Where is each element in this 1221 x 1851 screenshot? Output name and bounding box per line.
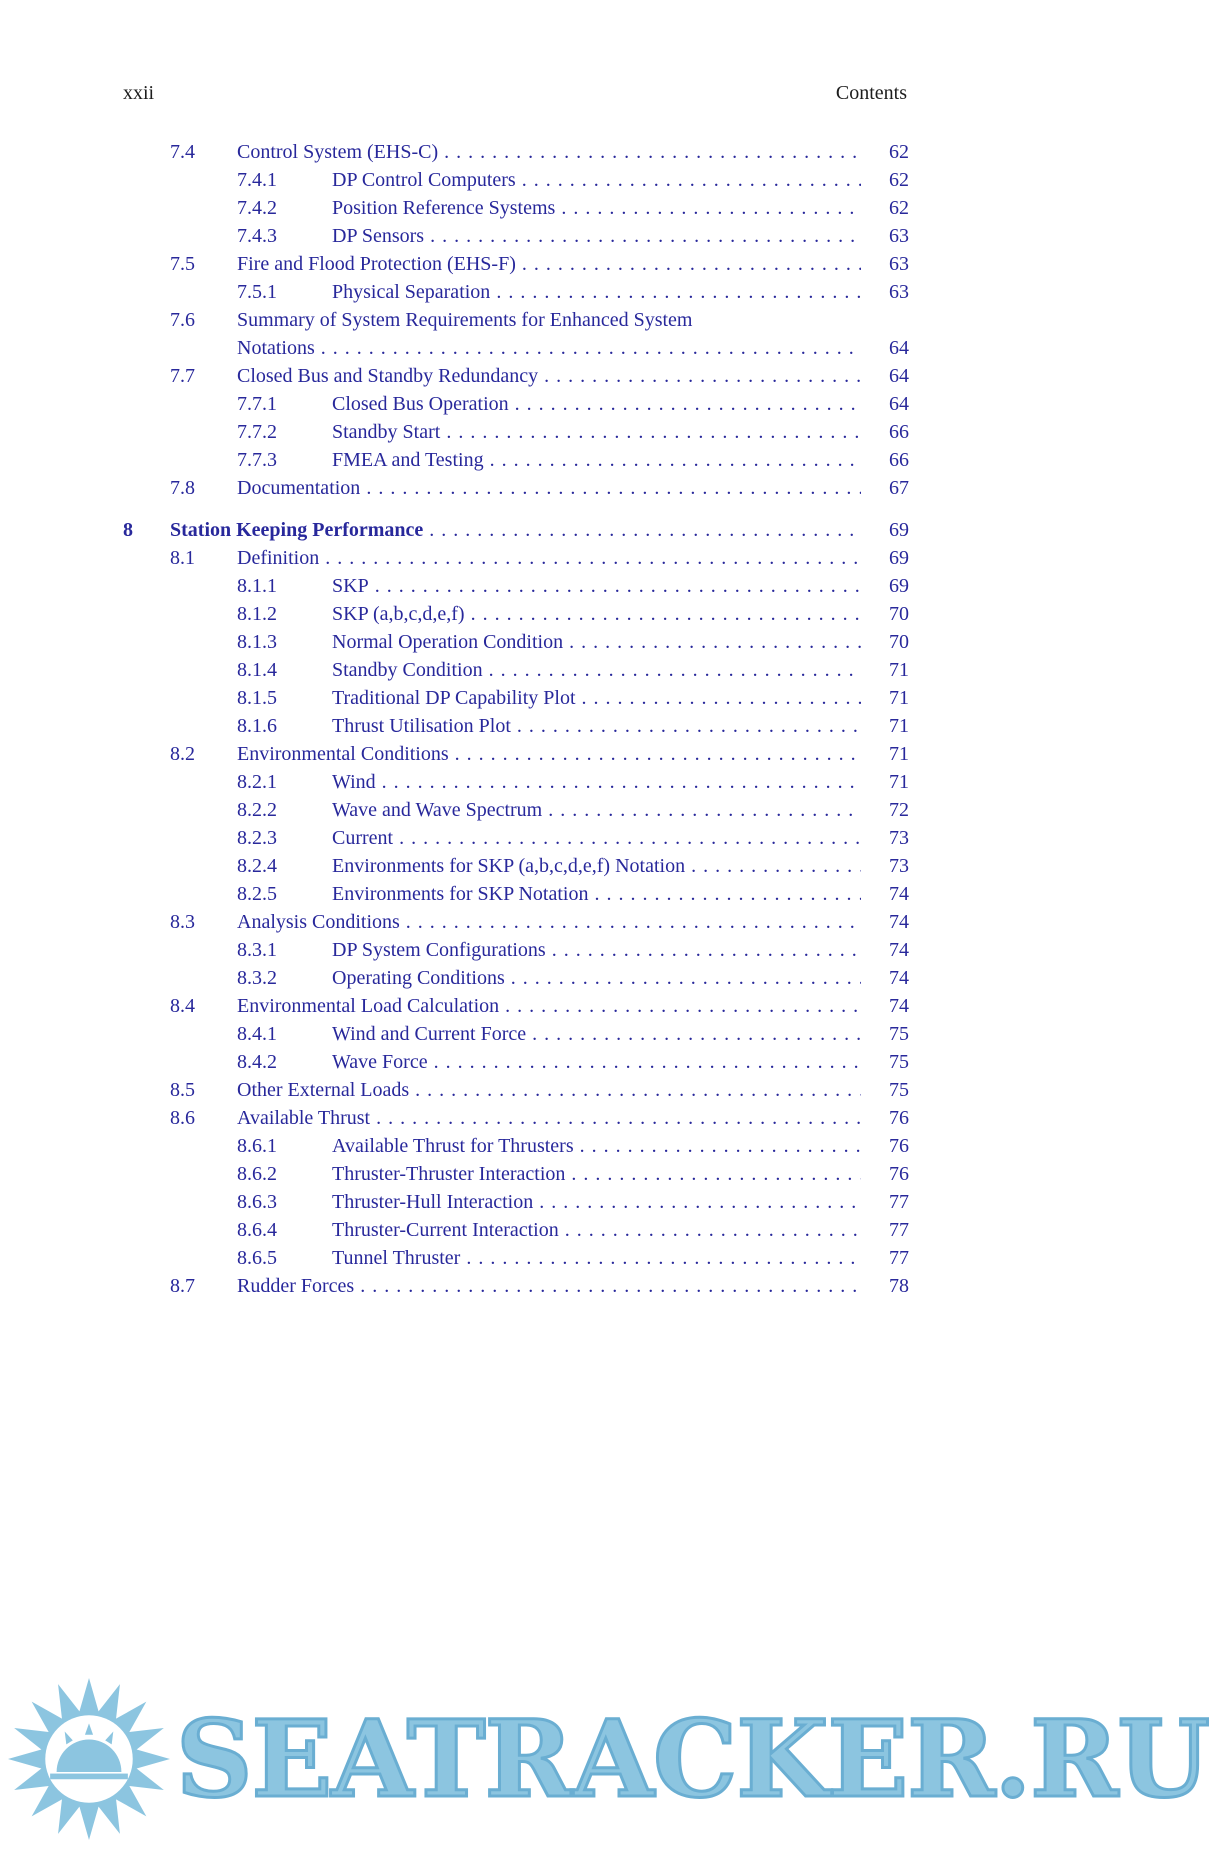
toc-entry-number: 8.1.3 (237, 631, 277, 653)
toc-entry-title: Fire and Flood Protection (EHS-F) (237, 253, 516, 275)
toc-entry-title: Thruster-Hull Interaction (332, 1191, 534, 1213)
dot-leader (565, 1216, 861, 1244)
toc-entry[interactable] (123, 194, 909, 222)
toc-entry-title: SKP (a,b,c,d,e,f) (332, 603, 465, 625)
toc-entry-line (170, 516, 909, 544)
toc-entry-number: 7.7.1 (237, 393, 277, 415)
dot-leader (429, 516, 861, 544)
toc-entry-body (237, 362, 909, 390)
toc-entry-line (332, 964, 909, 992)
toc-entry-number: 8.2.5 (237, 883, 277, 905)
dot-leader (505, 992, 861, 1020)
toc-entry-line (237, 334, 909, 362)
toc-entry[interactable] (123, 936, 909, 964)
toc-entry[interactable] (123, 222, 909, 250)
toc-entry[interactable] (123, 796, 909, 824)
toc-entry-line (332, 824, 909, 852)
toc-entry-page: 78 (889, 1275, 909, 1297)
toc-entry-number: 7.4.1 (237, 169, 277, 191)
toc-entry-body (237, 1104, 909, 1132)
toc-entry-line (332, 1216, 909, 1244)
toc-entry-number: 8.4.1 (237, 1023, 277, 1045)
toc-entry-title: DP Control Computers (332, 169, 516, 191)
toc-entry-body (332, 824, 909, 852)
toc-entry-body (332, 656, 909, 684)
dot-leader (489, 656, 861, 684)
toc-entry-line (332, 1132, 909, 1160)
toc-entry[interactable] (123, 1244, 909, 1272)
toc-entry-body (332, 1020, 909, 1048)
toc-entry[interactable] (123, 1048, 909, 1076)
toc-entry-body (237, 992, 909, 1020)
toc-entry-number: 7.8 (170, 477, 195, 499)
toc-entry[interactable] (123, 880, 909, 908)
toc-entry-body (237, 908, 909, 936)
toc-entry[interactable] (123, 250, 909, 278)
dot-leader (406, 908, 861, 936)
dot-leader (399, 824, 861, 852)
toc-entry-number: 7.7.2 (237, 421, 277, 443)
toc-entry-number: 8.1.4 (237, 659, 277, 681)
sun-logo-icon (8, 1678, 170, 1840)
toc-entry-page: 71 (889, 687, 909, 709)
toc-entry-title: Summary of System Requirements for Enhanced System (237, 309, 693, 331)
toc-entry-page: 77 (889, 1191, 909, 1213)
toc-entry-body (170, 516, 909, 544)
toc-entry-number: 8.6.4 (237, 1219, 277, 1241)
toc-entry-number: 8.3.2 (237, 967, 277, 989)
dot-leader (561, 194, 861, 222)
toc-entry[interactable] (123, 1132, 909, 1160)
toc-entry-title: Documentation (237, 477, 361, 499)
toc-entry-number: 7.5 (170, 253, 195, 275)
toc-entry-body (332, 418, 909, 446)
toc-entry-number: 7.5.1 (237, 281, 277, 303)
toc-entry-body (332, 446, 909, 474)
dot-leader (496, 278, 861, 306)
toc-entry-line (237, 1272, 909, 1300)
dot-leader (522, 166, 861, 194)
toc-entry-number: 8.3 (170, 911, 195, 933)
dot-leader (430, 222, 861, 250)
toc-entry-body (237, 1076, 909, 1104)
toc-entry-page: 74 (889, 911, 909, 933)
toc-entry-page: 64 (889, 337, 909, 359)
toc-entry[interactable] (123, 1160, 909, 1188)
dot-leader (415, 1076, 861, 1104)
toc-entry-body (332, 684, 909, 712)
toc-entry[interactable] (123, 656, 909, 684)
toc-entry-number: 7.4.2 (237, 197, 277, 219)
toc-entry-title: Environments for SKP Notation (332, 883, 589, 905)
toc-entry-body (237, 740, 909, 768)
toc-entry-page: 77 (889, 1219, 909, 1241)
toc-entry-number: 7.4.3 (237, 225, 277, 247)
toc-entry-title: Traditional DP Capability Plot (332, 687, 576, 709)
toc-entry[interactable] (123, 306, 909, 362)
toc-entry-title: Physical Separation (332, 281, 491, 303)
toc-entry-line (332, 222, 909, 250)
toc-entry-body (332, 166, 909, 194)
toc-entry-line (332, 572, 909, 600)
toc-entry-number: 7.6 (170, 309, 195, 331)
page-header (123, 82, 907, 105)
toc-entry-line (332, 768, 909, 796)
toc-entry-page: 67 (889, 477, 909, 499)
toc-entry-title: Operating Conditions (332, 967, 505, 989)
toc-entry-title: Standby Start (332, 421, 441, 443)
toc-entry[interactable] (123, 166, 909, 194)
toc-entry-line (332, 446, 909, 474)
toc-entry-line (237, 138, 909, 166)
toc-entry[interactable] (123, 362, 909, 390)
toc-entry[interactable] (123, 544, 909, 572)
watermark-text: SEATRACKER.RU (176, 1696, 1209, 1821)
toc-entry-page: 74 (889, 995, 909, 1017)
dot-leader (517, 712, 861, 740)
toc-entry-title: Notations (237, 337, 315, 359)
toc-entry-body (332, 600, 909, 628)
toc-entry-page: 73 (889, 827, 909, 849)
toc-entry[interactable] (123, 572, 909, 600)
toc-entry[interactable] (123, 852, 909, 880)
dot-leader (548, 796, 861, 824)
toc-entry-number: 8.1.5 (237, 687, 277, 709)
toc-entry-line (332, 656, 909, 684)
toc-entry-title: Thruster-Current Interaction (332, 1219, 559, 1241)
toc-entry-line (332, 796, 909, 824)
toc-entry-line (237, 306, 909, 334)
toc-entry-body (332, 768, 909, 796)
toc-entry[interactable] (123, 824, 909, 852)
toc-entry-page: 76 (889, 1107, 909, 1129)
toc-entry-page: 70 (889, 631, 909, 653)
toc-entry-number: 8.2.1 (237, 771, 277, 793)
toc-entry-page: 62 (889, 197, 909, 219)
toc-entry[interactable] (123, 1216, 909, 1244)
dot-leader (376, 1104, 861, 1132)
dot-leader (325, 544, 861, 572)
toc-entry-number: 8.4 (170, 995, 195, 1017)
toc-entry[interactable] (123, 278, 909, 306)
toc-entry-body (237, 1272, 909, 1300)
toc-entry-page: 74 (889, 967, 909, 989)
toc-entry-page: 69 (889, 547, 909, 569)
toc-entry-line (332, 852, 909, 880)
dot-leader (434, 1048, 861, 1076)
toc-entry-title: Definition (237, 547, 320, 569)
toc-entry-page: 64 (889, 393, 909, 415)
toc-entry-line (237, 1076, 909, 1104)
toc-entry-number: 8.1.6 (237, 715, 277, 737)
toc-entry-body (332, 852, 909, 880)
toc-entry-line (332, 1020, 909, 1048)
toc-entry-line (332, 684, 909, 712)
toc-entry-body (237, 544, 909, 572)
dot-leader (532, 1020, 861, 1048)
toc-entry-body (332, 964, 909, 992)
toc-entry-page: 66 (889, 421, 909, 443)
toc-entry-body (332, 936, 909, 964)
toc-entry-title: Environmental Conditions (237, 743, 449, 765)
toc-entry-body (332, 222, 909, 250)
toc-entry-line (332, 390, 909, 418)
toc-entry-page: 72 (889, 799, 909, 821)
toc-entry-body (332, 1188, 909, 1216)
toc-entry-number: 8.5 (170, 1079, 195, 1101)
toc-entry[interactable] (123, 516, 909, 544)
toc-entry-page: 70 (889, 603, 909, 625)
toc-entry-body (237, 138, 909, 166)
toc-entry-line (237, 474, 909, 502)
toc-entry-page: 63 (889, 253, 909, 275)
toc-entry-line (332, 1244, 909, 1272)
toc-entry-line (332, 1160, 909, 1188)
toc-entry-body (332, 1048, 909, 1076)
toc-entry-line (332, 600, 909, 628)
toc-entry[interactable] (123, 684, 909, 712)
toc-entry-title: Tunnel Thruster (332, 1247, 461, 1269)
toc-entry-title: Closed Bus Operation (332, 393, 509, 415)
toc-entry-line (237, 908, 909, 936)
toc-entry[interactable] (123, 446, 909, 474)
toc-entry-title: Environmental Load Calculation (237, 995, 500, 1017)
toc-entry-number: 8.3.1 (237, 939, 277, 961)
toc-entry-page: 62 (889, 169, 909, 191)
toc-entry[interactable] (123, 992, 909, 1020)
toc-entry-number: 8.1 (170, 547, 195, 569)
toc-entry-body (237, 250, 909, 278)
toc-entry-title: Wind (332, 771, 376, 793)
toc-entry-title: FMEA and Testing (332, 449, 484, 471)
dot-leader (471, 600, 861, 628)
toc-entry-title: Thrust Utilisation Plot (332, 715, 511, 737)
dot-leader (571, 1160, 861, 1188)
dot-leader (366, 474, 861, 502)
dot-leader (544, 362, 861, 390)
toc-entry-number: 8.1.1 (237, 575, 277, 597)
dot-leader (552, 936, 861, 964)
toc-entry-line (332, 166, 909, 194)
toc-entry[interactable] (123, 964, 909, 992)
toc-entry[interactable] (123, 768, 909, 796)
toc-entry-body (332, 1244, 909, 1272)
toc-entry-line (237, 362, 909, 390)
toc-entry-page: 71 (889, 743, 909, 765)
toc-entry-page: 66 (889, 449, 909, 471)
toc-entry-title: Available Thrust (237, 1107, 371, 1129)
toc-entry-number: 8.2 (170, 743, 195, 765)
toc-entry[interactable] (123, 1104, 909, 1132)
toc-entry-body (332, 572, 909, 600)
toc-entry-title: Rudder Forces (237, 1275, 355, 1297)
dot-leader (580, 1132, 861, 1160)
toc-entry[interactable] (123, 474, 909, 502)
dot-leader (455, 740, 861, 768)
toc-entry-page: 73 (889, 855, 909, 877)
toc-entry[interactable] (123, 1020, 909, 1048)
dot-leader (539, 1188, 861, 1216)
toc-entry-number: 8.4.2 (237, 1051, 277, 1073)
toc-entry[interactable] (123, 908, 909, 936)
toc-entry-body (332, 1132, 909, 1160)
toc-entry[interactable] (123, 628, 909, 656)
toc-entry[interactable] (123, 138, 909, 166)
toc-entry-body (332, 1160, 909, 1188)
toc-entry-page: 71 (889, 771, 909, 793)
toc-entry-page: 76 (889, 1163, 909, 1185)
toc-entry-page: 76 (889, 1135, 909, 1157)
toc-entry-title: Environments for SKP (a,b,c,d,e,f) Notation (332, 855, 686, 877)
toc-entry-body (332, 194, 909, 222)
toc-entry-number: 8.1.2 (237, 603, 277, 625)
toc-entry-number: 7.7.3 (237, 449, 277, 471)
toc-entry-number: 8.7 (170, 1275, 195, 1297)
toc-entry-page: 75 (889, 1051, 909, 1073)
toc-entry[interactable] (123, 1076, 909, 1104)
toc-entry-number: 7.4 (170, 141, 195, 163)
toc-entry[interactable] (123, 712, 909, 740)
toc-entry-body (332, 796, 909, 824)
toc-entry-body (237, 474, 909, 502)
toc-entry-line (332, 278, 909, 306)
table-of-contents (123, 138, 909, 1300)
toc-entry-number: 8.6.2 (237, 1163, 277, 1185)
toc-entry-title: Closed Bus and Standby Redundancy (237, 365, 539, 387)
toc-entry-title: Standby Condition (332, 659, 483, 681)
toc-entry[interactable] (123, 390, 909, 418)
toc-entry-title: Current (332, 827, 394, 849)
toc-entry-page: 69 (889, 519, 909, 541)
toc-entry-line (332, 936, 909, 964)
toc-entry-body (332, 278, 909, 306)
dot-leader (446, 418, 861, 446)
toc-entry-number: 8.6 (170, 1107, 195, 1129)
toc-entry-page: 69 (889, 575, 909, 597)
toc-entry-title: Wave and Wave Spectrum (332, 799, 543, 821)
dot-leader (582, 684, 861, 712)
toc-entry-number: 8.6.5 (237, 1247, 277, 1269)
toc-entry-title: Thruster-Thruster Interaction (332, 1163, 566, 1185)
toc-entry-title: Position Reference Systems (332, 197, 556, 219)
dot-leader (522, 250, 861, 278)
toc-entry-body (332, 880, 909, 908)
toc-entry-line (332, 418, 909, 446)
toc-entry-line (332, 628, 909, 656)
toc-entry-page: 62 (889, 141, 909, 163)
toc-entry-number: 8.6.1 (237, 1135, 277, 1157)
toc-entry-number: 7.7 (170, 365, 195, 387)
toc-entry-line (237, 1104, 909, 1132)
toc-entry-line (332, 712, 909, 740)
toc-entry-page: 75 (889, 1023, 909, 1045)
dot-leader (466, 1244, 861, 1272)
dot-leader (444, 138, 861, 166)
dot-leader (490, 446, 861, 474)
toc-entry-page: 75 (889, 1079, 909, 1101)
toc-entry-body (237, 306, 909, 362)
toc-entry-line (237, 740, 909, 768)
page-number-label: xxii (123, 82, 155, 104)
toc-entry-title: DP Sensors (332, 225, 425, 247)
toc-entry-page: 64 (889, 365, 909, 387)
toc-entry-body (332, 712, 909, 740)
dot-leader (515, 390, 861, 418)
toc-entry-number: 8.2.4 (237, 855, 277, 877)
toc-entry-title: Station Keeping Performance (170, 519, 424, 541)
toc-entry-number: 8.6.3 (237, 1191, 277, 1213)
toc-entry-title: Normal Operation Condition (332, 631, 564, 653)
dot-leader (569, 628, 861, 656)
toc-entry-line (332, 1048, 909, 1076)
dot-leader (360, 1272, 861, 1300)
watermark (8, 1678, 1213, 1840)
toc-entry-page: 71 (889, 715, 909, 737)
toc-entry-title: Other External Loads (237, 1079, 410, 1101)
dot-leader (691, 852, 861, 880)
toc-entry-title: Wave Force (332, 1051, 428, 1073)
toc-entry-line (237, 992, 909, 1020)
toc-entry-line (332, 880, 909, 908)
toc-entry-page: 63 (889, 225, 909, 247)
toc-entry-title: Analysis Conditions (237, 911, 400, 933)
toc-entry-body (332, 628, 909, 656)
header-title: Contents (835, 82, 907, 104)
toc-entry-title: DP System Configurations (332, 939, 546, 961)
dot-leader (375, 572, 861, 600)
toc-entry-title: Available Thrust for Thrusters (332, 1135, 574, 1157)
toc-entry-line (237, 250, 909, 278)
toc-entry[interactable] (123, 740, 909, 768)
toc-entry-body (332, 1216, 909, 1244)
toc-entry-title: Wind and Current Force (332, 1023, 527, 1045)
toc-entry[interactable] (123, 1272, 909, 1300)
toc-entry-page: 77 (889, 1247, 909, 1269)
toc-entry-page: 74 (889, 939, 909, 961)
toc-entry-title: Control System (EHS-C) (237, 141, 439, 163)
toc-entry[interactable] (123, 1188, 909, 1216)
toc-entry-page: 71 (889, 659, 909, 681)
dot-leader (382, 768, 861, 796)
toc-entry[interactable] (123, 600, 909, 628)
toc-entry-title: SKP (332, 575, 369, 597)
toc-entry-line (237, 544, 909, 572)
toc-entry-number: 8.2.3 (237, 827, 277, 849)
dot-leader (321, 334, 861, 362)
toc-entry-line (332, 1188, 909, 1216)
toc-entry-line (332, 194, 909, 222)
toc-entry-number: 8 (123, 519, 133, 541)
dot-leader (594, 880, 861, 908)
toc-entry-number: 8.2.2 (237, 799, 277, 821)
toc-entry-body (332, 390, 909, 418)
toc-entry-page: 63 (889, 281, 909, 303)
dot-leader (511, 964, 861, 992)
toc-entry-page: 74 (889, 883, 909, 905)
toc-entry[interactable] (123, 418, 909, 446)
